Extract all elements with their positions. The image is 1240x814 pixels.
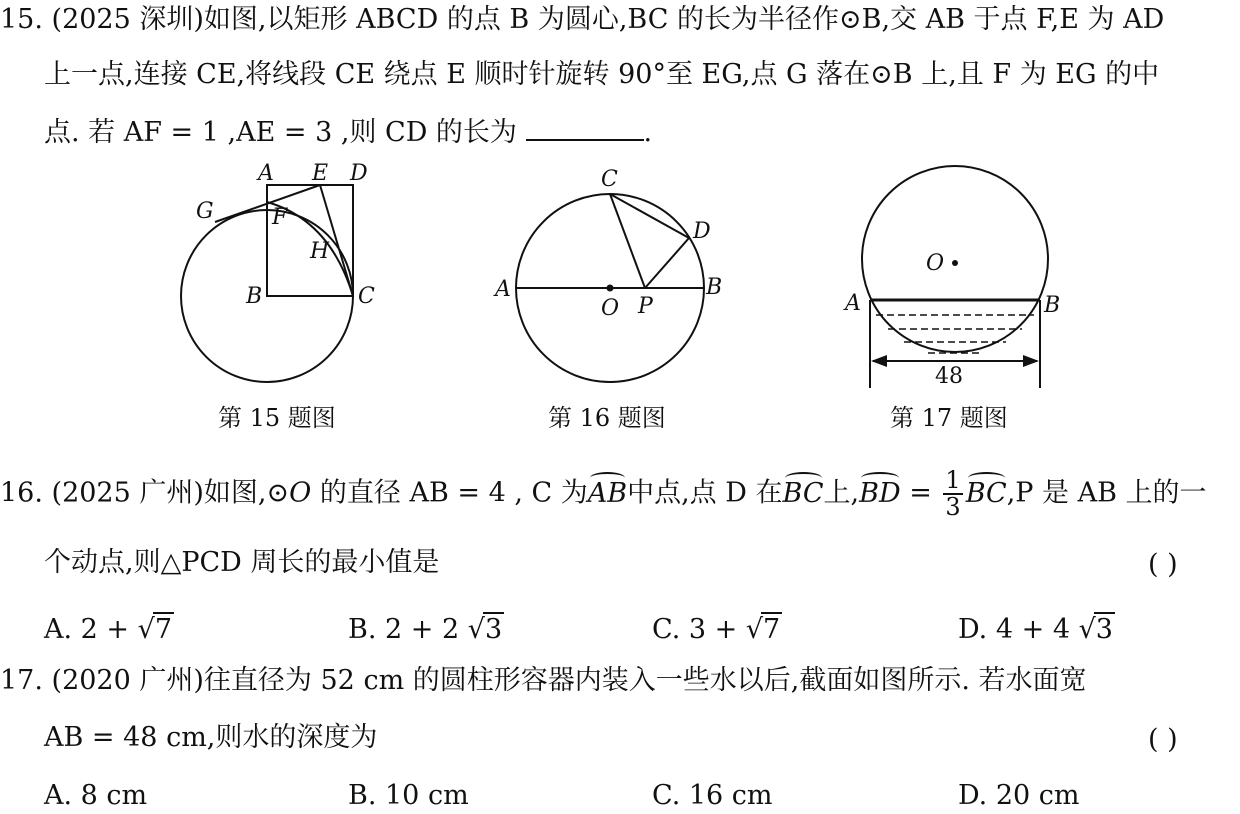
figure-16: [495, 160, 755, 400]
label-d: D: [693, 219, 711, 244]
arc-ab: AB: [587, 477, 628, 509]
label-f: F: [272, 205, 288, 230]
figure-15: [160, 160, 460, 400]
q15-number: 15.: [0, 4, 43, 35]
label-d: D: [350, 161, 368, 186]
q16-equals: =: [900, 477, 941, 509]
q16-text-line2: 个动点,则△PCD 周长的最小值是: [44, 547, 440, 578]
q17-answer-paren[interactable]: ( ): [1148, 724, 1178, 755]
q16-option-a[interactable]: [44, 612, 174, 645]
q16-text-e: ,P 是 AB 上的一: [1006, 477, 1207, 509]
label-g: G: [196, 199, 214, 224]
fraction-one-third: [943, 468, 962, 520]
caption-15: 第 15 题图: [218, 404, 336, 432]
dim-arrow-right: [1023, 355, 1039, 367]
arc-bc: BC: [782, 477, 824, 509]
option-a-text: A. 2 +: [44, 614, 138, 645]
circle-container: [862, 166, 1048, 352]
label-b: B: [1044, 293, 1061, 318]
sqrt-sign: √: [467, 614, 485, 645]
q17-line2: [44, 724, 377, 751]
option-b-radicand: 3: [484, 614, 503, 645]
dim-arrow-left: [871, 355, 887, 367]
label-h: H: [310, 239, 330, 264]
q17-option-a[interactable]: A. 8 cm: [44, 780, 148, 811]
figure-17: [840, 160, 1070, 400]
fraction-denominator: 3: [945, 493, 961, 522]
q17-line1: [0, 667, 1087, 694]
q16-line1: [0, 468, 1207, 520]
label-o: O: [926, 251, 945, 276]
q17-text-line1: 往直径为 52 cm 的圆柱形容器内装入一些水以后,截面如图所示. 若水面宽: [203, 665, 1087, 696]
segment-cp: [610, 194, 645, 288]
sqrt-sign: √: [745, 614, 764, 645]
q15-line2: [44, 61, 1159, 88]
answer-blank[interactable]: [526, 117, 644, 141]
q15-text-line3: 点. 若 AF = 1 ,AE = 3 ,则 CD 的长为: [44, 117, 517, 148]
label-b: B: [706, 275, 723, 300]
label-c: C: [601, 167, 618, 192]
q16-number: 16.: [0, 477, 43, 509]
center-dot: [607, 285, 614, 292]
center-dot: [952, 260, 958, 266]
dimension-48: 48: [935, 364, 963, 389]
q16-answer-paren[interactable]: ( ): [1148, 549, 1178, 580]
label-a: A: [845, 291, 861, 316]
q16-option-b[interactable]: [348, 612, 504, 645]
label-c: C: [358, 284, 375, 309]
q17-source: (2020 广州): [51, 665, 204, 696]
q16-option-d[interactable]: [958, 612, 1115, 645]
q15-source: (2025 深圳): [51, 4, 204, 35]
arc-bc-2: BC: [965, 477, 1007, 509]
q16-text-c: 中点,点 D 在: [627, 477, 783, 509]
segment-cd: [610, 194, 689, 238]
sqrt-sign: √: [137, 614, 155, 645]
q16-source: (2025 广州): [51, 477, 204, 509]
caption-16: 第 16 题图: [548, 404, 666, 432]
label-o: O: [601, 296, 620, 321]
q16-text-b: 的直径 AB = 4 , C 为: [311, 477, 588, 509]
q16-line2: [44, 549, 439, 576]
label-p: P: [638, 294, 653, 319]
q15-text-line2: 上一点,连接 CE,将线段 CE 绕点 E 顺时针旋转 90°至 EG,点 G 落在⊙B 上,且 F 为 EG 的中: [44, 59, 1160, 90]
option-c-radicand: 7: [763, 614, 781, 645]
fraction-numerator: 1: [945, 466, 961, 494]
q15-line1: [0, 6, 1164, 33]
q16-circle-o: O: [289, 477, 312, 509]
label-a: A: [258, 161, 274, 186]
option-b-text: B. 2 + 2: [348, 614, 468, 645]
q17-option-d[interactable]: D. 20 cm: [958, 780, 1080, 811]
label-a: A: [495, 277, 511, 302]
q17-option-b[interactable]: B. 10 cm: [348, 780, 469, 811]
label-b: B: [246, 284, 263, 309]
arc-bd: BD: [859, 477, 901, 509]
label-e: E: [312, 161, 329, 186]
option-d-radicand: 3: [1095, 614, 1113, 645]
q16-text-d: 上,: [823, 477, 860, 509]
q15-text-line1: 如图,以矩形 ABCD 的点 B 为圆心,BC 的长为半径作⊙B,交 AB 于点 F,E 为 AD: [203, 4, 1165, 35]
q17-text-line2: AB = 48 cm,则水的深度为: [44, 722, 378, 753]
caption-17: 第 17 题图: [890, 404, 1008, 432]
q15-text-end: .: [643, 117, 653, 148]
option-a-radicand: 7: [154, 614, 173, 645]
option-d-text: D. 4 + 4: [958, 614, 1079, 645]
segment-pd: [645, 238, 689, 288]
option-c-text: C. 3 +: [652, 614, 746, 645]
q15-line3: [44, 117, 652, 146]
q17-option-c[interactable]: C. 16 cm: [652, 780, 773, 811]
q16-option-c[interactable]: [652, 612, 782, 645]
q17-number: 17.: [0, 665, 43, 696]
q16-text-a: 如图,⊙: [203, 477, 290, 509]
sqrt-sign: √: [1078, 614, 1096, 645]
